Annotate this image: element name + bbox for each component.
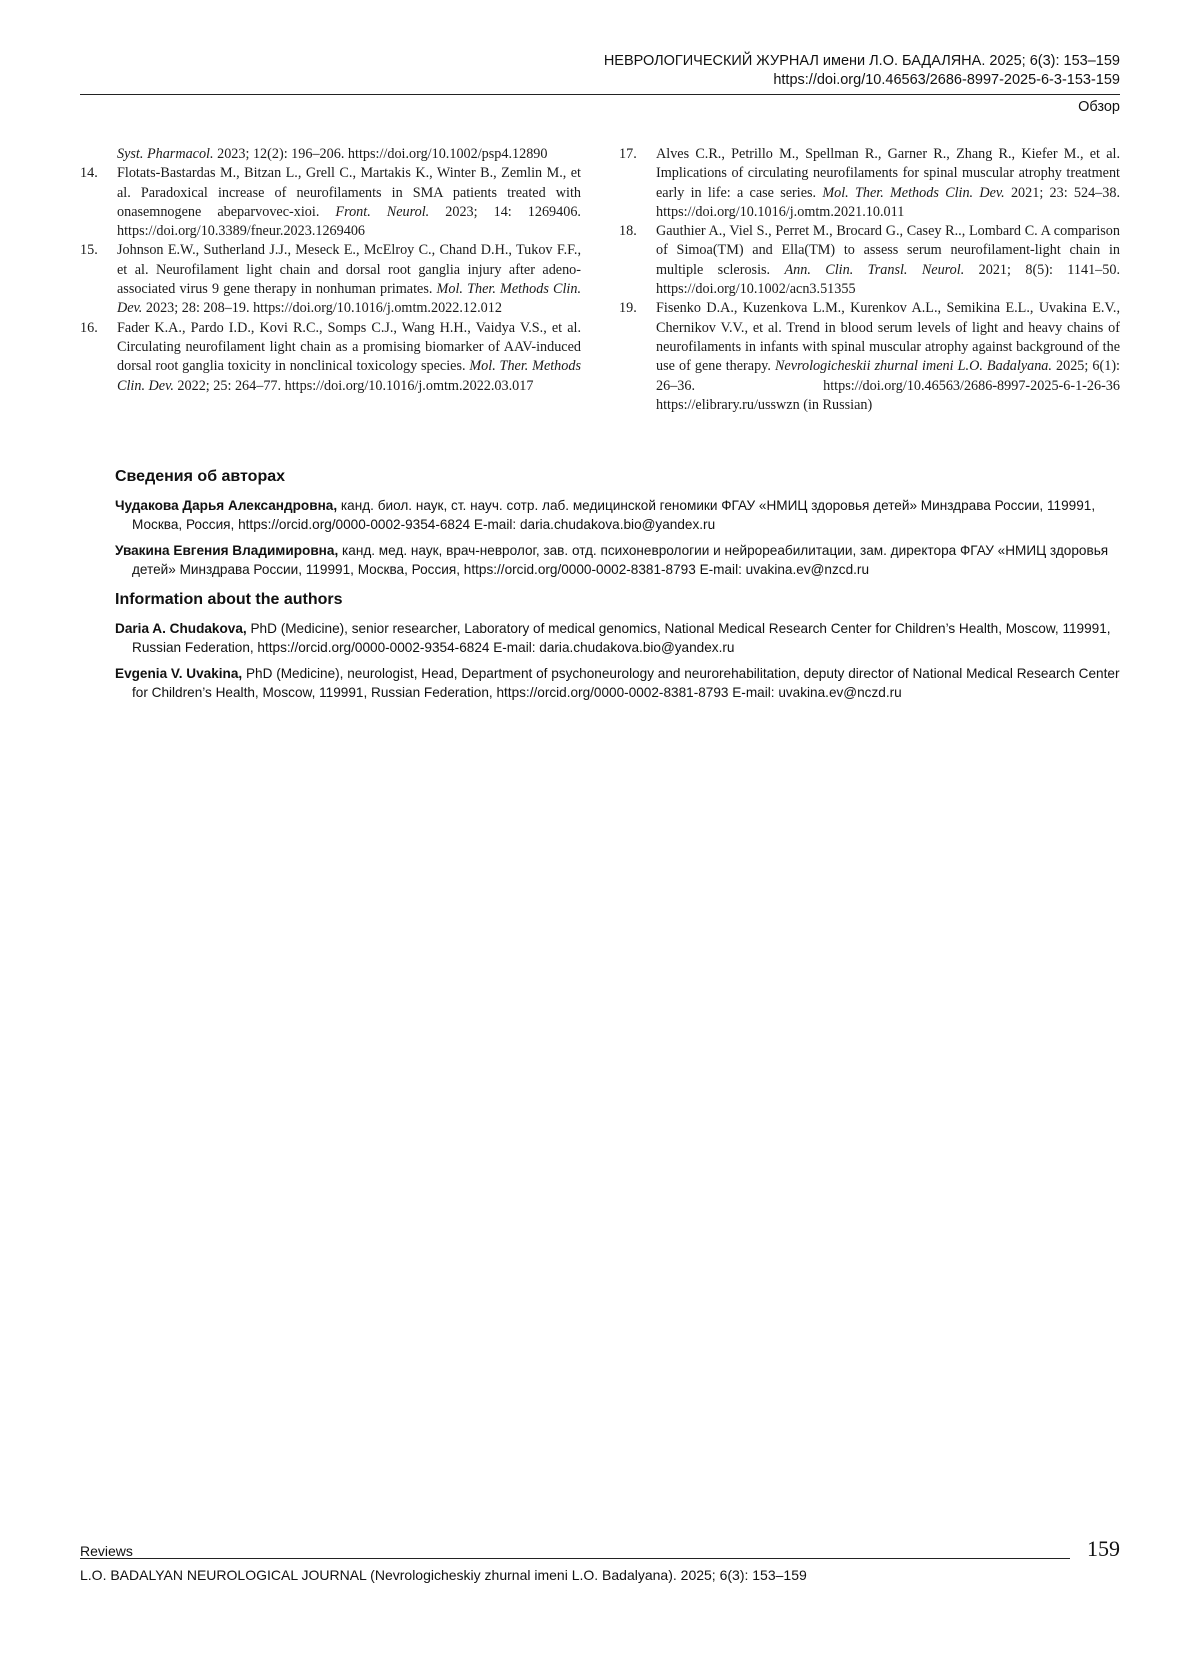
reference-column-right <box>619 145 1120 415</box>
reference-list <box>80 145 1120 415</box>
reference-item: 15. Johnson E.W., Sutherland J.J., Meseck E., McElroy C., Chand D.H., Tukov F.F., et al. Neurofilament light chain and dorsal root ganglia injury after adeno-associated virus 9 gene therapy in nonhuman primates. Mol. Ther. Methods Clin. Dev. 2023; 28: 208–19. https://doi.org/10.1016/j.omtm.2022.12.012 <box>80 242 581 317</box>
running-header <box>80 52 1120 117</box>
section-label: Обзор <box>1078 99 1120 115</box>
footer-section-label: Reviews <box>80 1543 133 1559</box>
page-number: 159 <box>1087 1536 1120 1561</box>
journal-title: НЕВРОЛОГИЧЕСКИЙ ЖУРНАЛ имени Л.О. БАДАЛЯНА. 2025; 6(3): 153–159 <box>603 53 1120 69</box>
authors-en-heading: Information about the authors <box>115 591 343 608</box>
running-footer <box>80 1538 1120 1584</box>
reference-item: Syst. Pharmacol. 2023; 12(2): 196–206. https://doi.org/10.1002/psp4.12890 <box>117 146 548 162</box>
reference-item: 17. Alves C.R., Petrillo M., Spellman R., Garner R., Zhang R., Kiefer M., et al. Implications of circulating neurofilaments for spinal muscular atrophy treatment early in life: a case series. Mol. Ther. Methods Clin. Dev. 2021; 23: 524–38. https://doi.org/10.1016/j.omtm.2021.10.011 <box>619 146 1121 220</box>
authors-ru-heading: Сведения об авторах <box>115 468 286 485</box>
footer-journal-title: L.O. BADALYAN NEUROLOGICAL JOURNAL (Nevrologicheskiy zhurnal imeni L.O. Badalyana). 2025; 6(3): 153–159 <box>80 1567 807 1583</box>
author-entry: Увакина Евгения Владимировна, канд. мед. наук, врач-невролог, зав. отд. психоневрологии и нейрореабилитации, зам. директора ФГАУ «НМИЦ здоровья детей» Минздрава России, 119991, Москва, Россия, https://orcid.org/0000-0002-8381-8793 E-mail: uvakina.ev@nzcd.ru <box>115 543 1109 577</box>
author-information <box>115 466 1120 709</box>
reference-column-left <box>80 145 581 415</box>
doi-link[interactable]: https://doi.org/10.46563/2686-8997-2025-6-3-153-159 <box>773 72 1120 88</box>
author-entry: Чудакова Дарья Александровна, канд. биол. наук, ст. науч. сотр. лаб. медицинской геномики ФГАУ «НМИЦ здоровья детей» Минздрава России, 119991, Москва, Россия, https://orcid.org/0000-0002-9354-6824 E-mail: daria.chudakova.bio@yandex.ru <box>115 498 1096 532</box>
reference-item: 16. Fader K.A., Pardo I.D., Kovi R.C., Somps C.J., Wang H.H., Vaidya V.S., et al. Circulating neurofilament light chain as a promising biomarker of AAV-induced dorsal root ganglia toxicity in nonclinical toxicology species. Mol. Ther. Methods Clin. Dev. 2022; 25: 264–77. https://doi.org/10.1016/j.omtm.2022.03.017 <box>80 319 581 394</box>
header-rule <box>80 94 1120 95</box>
reference-item: 19. Fisenko D.A., Kuzenkova L.M., Kurenkov A.L., Semikina E.L., Uvakina E.V., Chernikov V.V., et al. Trend in blood serum levels of light and heavy chains of neurofilaments in infants with spinal muscular atrophy against background of the use of gene therapy. Nevrologicheskii zhurnal imeni L.O. Badalyana. 2025; 6(1): 26–36. https://doi.org/10.46563/2686-8997-2025-6-1-26-36 https://elibrary.ru/usswzn (in Russian) <box>619 300 1120 413</box>
footer-rule <box>80 1558 1070 1559</box>
author-entry: Evgenia V. Uvakina, PhD (Medicine), neurologist, Head, Department of psychoneurology and neurorehabilitation, deputy director of National Medical Research Center for Children’s Health, Moscow, 119991, Russian Federation, https://orcid.org/0000-0002-8381-8793 E-mail: uvakina.ev@nczd.ru <box>115 666 1120 700</box>
author-entry: Daria A. Chudakova, PhD (Medicine), senior researcher, Laboratory of medical genomics, National Medical Research Center for Children’s Health, Moscow, 119991, Russian Federation, https://orcid.org/0000-0002-9354-6824 E-mail: daria.chudakova.bio@yandex.ru <box>115 621 1111 655</box>
reference-item: 14. Flotats-Bastardas M., Bitzan L., Grell C., Martakis K., Winter B., Zemlin M., et al. Paradoxical increase of neurofilaments in SMA patients treated with onasemnogene abeparvovec-xioi. Front. Neurol. 2023; 14: 1269406. https://doi.org/10.3389/fneur.2023.1269406 <box>80 165 581 240</box>
reference-item: 18. Gauthier A., Viel S., Perret M., Brocard G., Casey R.., Lombard C. A comparison of Simoa(TM) and Ella(TM) to assess serum neurofilament-light chain in multiple sclerosis. Ann. Clin. Transl. Neurol. 2021; 8(5): 1141–50. https://doi.org/10.1002/acn3.51355 <box>619 223 1120 298</box>
